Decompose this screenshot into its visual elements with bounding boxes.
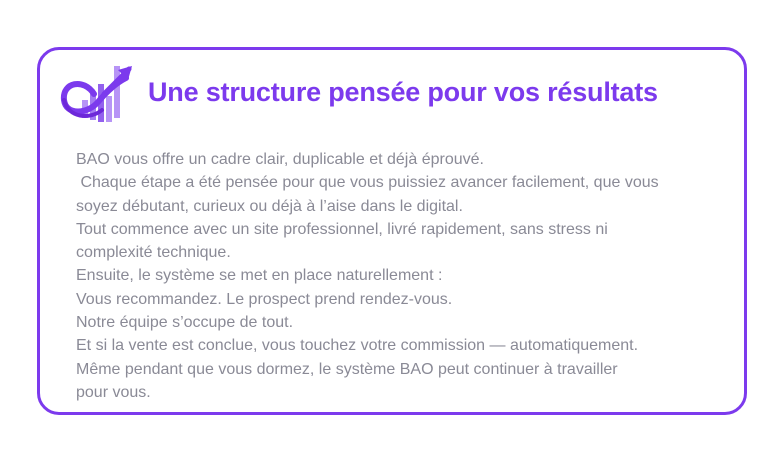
text-line: pour vous. bbox=[76, 383, 151, 401]
text-line: Notre équipe s’occupe de tout. bbox=[76, 314, 294, 332]
text-line: Même pendant que vous dormez, le système BAO peut continuer à travailler bbox=[76, 360, 618, 378]
description-paragraph bbox=[76, 148, 726, 404]
text-line: Et si la vente est conclue, vous touchez votre commission — automatiquement. bbox=[76, 337, 639, 355]
growth-chart-infinity-arrow-icon bbox=[54, 56, 136, 128]
text-line: Ensuite, le système se met en place naturellement : bbox=[76, 267, 443, 285]
text-line: BAO vous offre un cadre clair, duplicable et déjà éprouvé. bbox=[76, 151, 484, 168]
text-line: soyez débutant, curieux ou déjà à l’aise dans le digital. bbox=[76, 197, 463, 215]
text-line: complexité technique. bbox=[76, 244, 231, 262]
page-title: Une structure pensée pour vos résultats bbox=[148, 77, 658, 107]
text-line: Chaque étape a été pensée pour que vous puissiez avancer facilement, que vous bbox=[76, 174, 659, 192]
text-line: Vous recommandez. Le prospect prend rendez-vous. bbox=[76, 290, 453, 308]
text-line: Tout commence avec un site professionnel, livré rapidement, sans stress ni bbox=[76, 220, 608, 238]
